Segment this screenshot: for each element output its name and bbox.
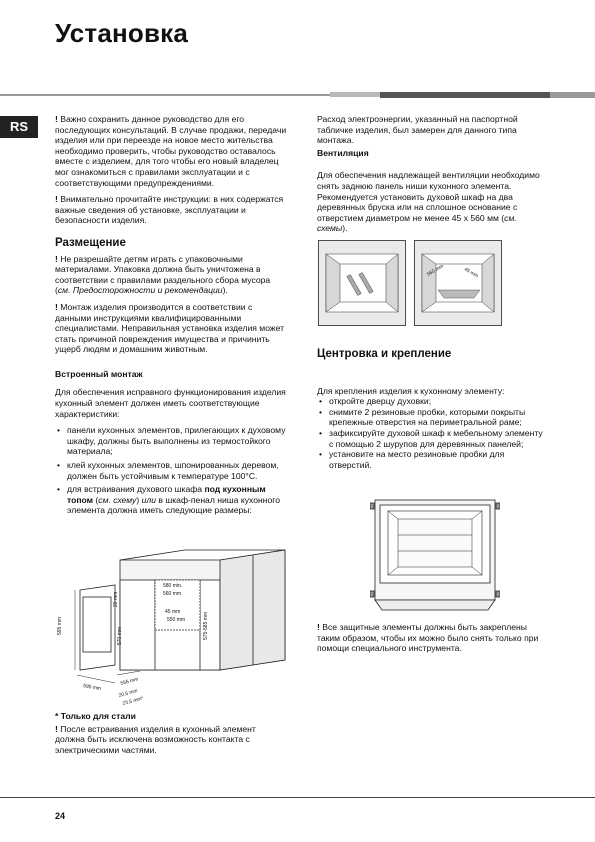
dim-label: 580 min. xyxy=(163,583,183,589)
right-column-bottom xyxy=(317,622,549,660)
footer-rule xyxy=(0,797,595,798)
builtin-heading: Встроенный монтаж xyxy=(55,368,143,379)
centering-heading: Центровка и крепление xyxy=(317,348,452,360)
builtin-paragraph: Для обеспечения исправного функционирования изделия кухонный элемент должен иметь соответствующие характеристики: xyxy=(55,387,286,419)
list-item: • установите на место резиновые пробки для отверстий. xyxy=(317,449,549,470)
intro-paragraph: ! Важно сохранить данное руководство для его последующих консультаций. В случае продажи, передачи изделия или при переезде на новое место жительства необходимо проверить, чтобы руководство оставалось вместе с изделием, для того чтобы его новый владелец мог ознакомиться с правилами эксплуатации и с соответствующими предупреждениями. xyxy=(55,114,287,188)
installation-diagram xyxy=(55,545,290,710)
dim-label: 20,5 mm xyxy=(117,688,139,699)
oven-front-diagram xyxy=(370,495,500,615)
builtin-list xyxy=(55,425,287,516)
left-column xyxy=(55,114,287,522)
list-item: • зафиксируйте духовой шкаф к мебельному элементу с помощью 2 шурупов для деревянных панелей; xyxy=(317,428,549,449)
protective-elements-paragraph: ! Все защитные элементы должны быть закреплены таким образом, чтобы их можно было снять только при помощи специального инструмента. xyxy=(317,622,539,654)
dim-label: 550 mm xyxy=(167,617,186,623)
vent-dim-label: 560 mm xyxy=(426,263,445,278)
page-title: Установка xyxy=(55,18,189,48)
energy-paragraph: Расход электроэнергии, указанный на паспортной табличке изделия, был замерен для данного типа монтажа. xyxy=(317,114,518,146)
dim-label: 595 mm xyxy=(82,683,102,693)
right-column-top xyxy=(317,114,549,240)
fixing-intro: Для крепления изделия к кухонному элементу: xyxy=(317,385,505,396)
list-item: • клей кухонных элементов, шпонированных деревом, должен быть устойчивым к температуре 100°C. xyxy=(55,460,287,481)
list-item: • для встраивания духового шкафа под кухонным топом (см. схему) или в шкаф-пенал ниша кухонного элемента должна иметь следующие размеры: xyxy=(55,484,287,516)
dim-label: 45 mm xyxy=(165,609,181,615)
dim-label: 20 mm xyxy=(113,591,119,607)
language-tab: RS xyxy=(0,116,38,138)
electrical-contact-paragraph: ! После встраивания изделия в кухонный элемент должна быть исключена возможность контакта с электрическими частями. xyxy=(55,723,256,755)
dim-label: 556 mm xyxy=(119,676,139,687)
left-bottom-notes xyxy=(55,711,287,761)
header-rule xyxy=(0,92,595,98)
placement-heading: Размещение xyxy=(55,236,126,249)
ventilation-diagram-right xyxy=(414,240,502,326)
right-column-middle xyxy=(317,349,549,476)
dim-label: 595 mm xyxy=(57,616,63,635)
read-instructions-paragraph: ! Внимательно прочитайте инструкции: в них содержатся важные сведения об установке, эксплуатации и безопасности изделия. xyxy=(55,194,284,226)
vent-dim-label: 45 mm xyxy=(463,266,480,280)
list-item: • панели кухонных элементов, прилегающих к духовому шкафу, должны быть выполнены из термостойкого материала; xyxy=(55,425,287,457)
ventilation-paragraph: Для обеспечения надлежащей вентиляции необходимо снять заднюю панель ниши кухонного элемента. Рекомендуется установить духовой шкаф на два деревянных бруска или на сплошное основание с отверстием диаметром не менее 45 х 560 мм (см. схемы). xyxy=(317,170,540,234)
dim-label: 575-585 mm xyxy=(203,611,209,640)
ventilation-diagram-left xyxy=(318,240,406,326)
dim-label: 570 mm xyxy=(117,626,123,645)
fixing-list xyxy=(317,396,549,470)
ventilation-heading: Вентиляция xyxy=(317,147,369,158)
page-number: 24 xyxy=(55,811,66,821)
dim-label: 560 mm xyxy=(163,591,182,597)
packaging-paragraph: ! Не разрешайте детям играть с упаковочными материалами. Упаковка должна быть уничтожена в соответствии с правилами раздельного сбора мусора (см. Предосторожности и рекомендации). xyxy=(55,253,271,296)
list-item: • снимите 2 резиновые пробки, которыми покрыты крепежные отверстия на периметральной раме; xyxy=(317,407,549,428)
installation-warning-paragraph: ! Монтаж изделия производится в соответствии с данными инструкциями квалифицированными специалистами. Неправильная установка изделия может стать причиной повреждения имущества и причинить ущерб людям и домашним животным. xyxy=(55,301,285,355)
list-item: • откройте дверцу духовки; xyxy=(317,396,549,407)
steel-note: * Только для стали xyxy=(55,711,136,721)
dim-label: 23,5 mm* xyxy=(121,695,145,707)
